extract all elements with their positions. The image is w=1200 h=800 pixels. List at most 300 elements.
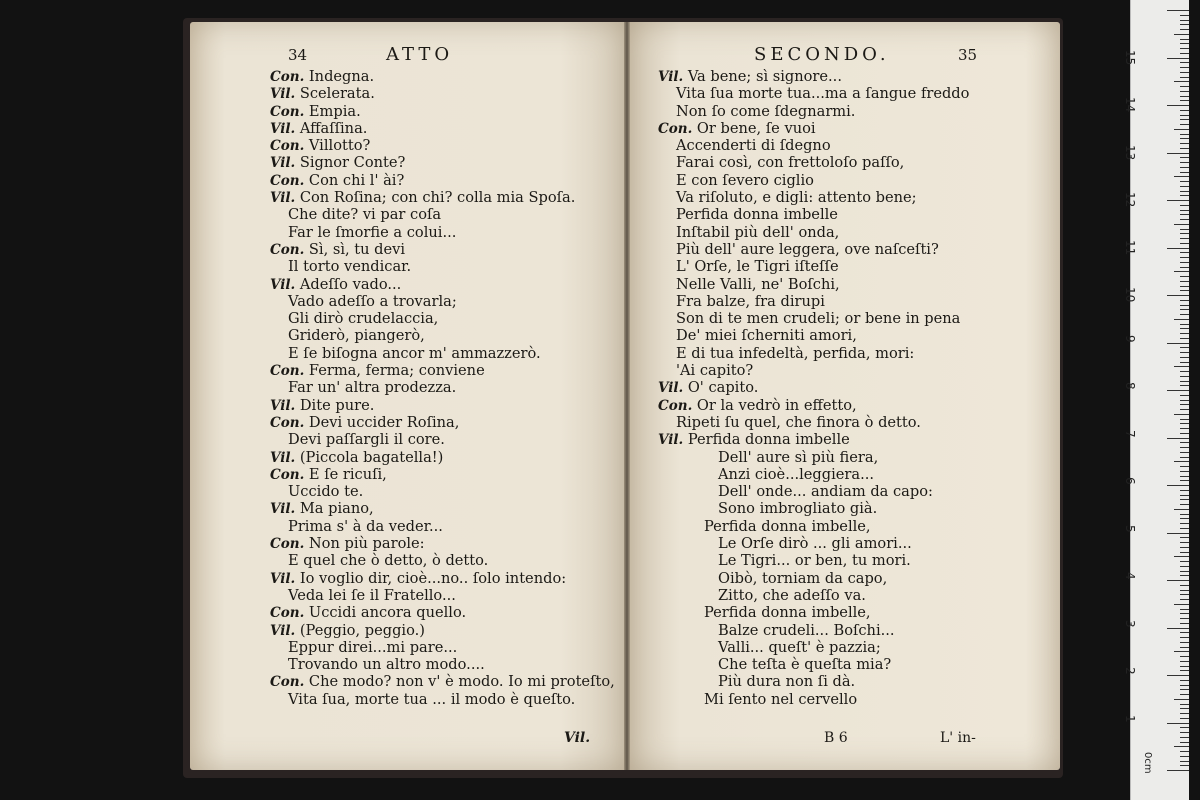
ruler-tick xyxy=(1180,575,1189,576)
ruler-tick xyxy=(1180,518,1189,519)
text-line xyxy=(658,431,969,448)
ruler-tick xyxy=(1174,556,1189,557)
line-text: Indegna. xyxy=(304,68,375,85)
ruler-number: 7 xyxy=(1123,429,1137,438)
ruler-number: 12 xyxy=(1123,192,1137,208)
ruler-tick xyxy=(1180,423,1189,424)
ruler-tick xyxy=(1180,552,1189,553)
book-gutter xyxy=(624,22,630,770)
text-line xyxy=(658,189,969,206)
ruler-tick xyxy=(1167,770,1189,771)
speaker-name: Con. xyxy=(270,138,305,155)
text-line xyxy=(658,68,969,85)
line-text: E con ſevero ciglio xyxy=(676,171,814,189)
line-text: Far le ſmorfie a colui... xyxy=(288,223,457,241)
text-line xyxy=(270,449,615,466)
text-line xyxy=(270,258,615,275)
text-line xyxy=(270,431,615,448)
line-text: Va bene; sì signore... xyxy=(683,68,842,85)
speaker-name: Vil. xyxy=(270,570,296,587)
text-line xyxy=(270,276,615,293)
ruler-number: 11 xyxy=(1123,239,1137,255)
ruler-tick xyxy=(1180,67,1189,68)
line-text: E ſe biſogna ancor m' ammazzerò. xyxy=(288,344,541,362)
text-line xyxy=(658,310,969,327)
ruler-tick xyxy=(1180,694,1189,695)
text-line xyxy=(658,414,969,431)
text-line xyxy=(270,379,615,396)
ruler-tick xyxy=(1180,400,1189,401)
ruler-tick xyxy=(1180,514,1189,515)
line-text: Il torto vendicar. xyxy=(288,258,412,276)
ruler-tick xyxy=(1180,433,1189,434)
line-text: Più dura non ſi dà. xyxy=(718,673,856,691)
ruler-tick xyxy=(1180,718,1189,719)
ruler-tick xyxy=(1180,24,1189,25)
line-text: Uccidi ancora quello. xyxy=(304,604,467,622)
ruler-tick xyxy=(1180,708,1189,709)
ruler-tick xyxy=(1180,385,1189,386)
text-line xyxy=(658,397,969,414)
left-page xyxy=(190,22,626,770)
line-text: Perfida donna imbelle, xyxy=(704,517,871,535)
text-line xyxy=(270,518,615,535)
ruler-tick xyxy=(1167,675,1189,676)
ruler-tick xyxy=(1180,480,1189,481)
ruler-tick xyxy=(1180,352,1189,353)
ruler-tick xyxy=(1180,172,1189,173)
ruler-tick xyxy=(1180,647,1189,648)
text-line xyxy=(270,310,615,327)
ruler-tick xyxy=(1180,613,1189,614)
text-line xyxy=(658,362,969,379)
text-line xyxy=(270,414,615,431)
ruler-tick xyxy=(1180,742,1189,743)
text-line xyxy=(658,604,969,621)
ruler-tick xyxy=(1180,119,1189,120)
line-text: Ripeti ſu quel, che finora ò detto. xyxy=(676,413,921,431)
text-line xyxy=(270,639,615,656)
ruler-tick xyxy=(1180,138,1189,139)
ruler-tick xyxy=(1180,43,1189,44)
line-text: Mi ſento nel cervello xyxy=(704,690,858,708)
text-line xyxy=(658,258,969,275)
ruler-tick xyxy=(1167,58,1189,59)
line-text: Accenderti di ſdegno xyxy=(676,137,831,155)
ruler-tick xyxy=(1180,276,1189,277)
ruler-tick xyxy=(1180,642,1189,643)
ruler-tick xyxy=(1180,428,1189,429)
line-text: Va riſoluto, e digli: attento bene; xyxy=(676,189,917,207)
ruler-tick xyxy=(1180,157,1189,158)
ruler-tick xyxy=(1180,328,1189,329)
ruler-tick xyxy=(1180,523,1189,524)
ruler-tick xyxy=(1180,737,1189,738)
text-line xyxy=(270,570,615,587)
speaker-name: Con. xyxy=(658,120,693,137)
text-line xyxy=(270,587,615,604)
ruler-tick xyxy=(1180,504,1189,505)
speaker-name: Con. xyxy=(270,605,305,622)
line-text: Che modo? non v' è modo. Io mi proteſto, xyxy=(304,673,615,691)
text-line xyxy=(658,224,969,241)
ruler-tick xyxy=(1180,447,1189,448)
ruler-tick xyxy=(1180,713,1189,714)
line-text: Non ſo come ſdegnarmi. xyxy=(676,102,856,120)
right-page-header: SECONDO. xyxy=(754,44,890,65)
speaker-name: Con. xyxy=(270,414,305,431)
line-text: Son di te men crudeli; or bene in pena xyxy=(676,310,961,328)
ruler-tick xyxy=(1180,338,1189,339)
ruler-tick xyxy=(1180,756,1189,757)
ruler-tick xyxy=(1180,689,1189,690)
ruler-tick xyxy=(1180,732,1189,733)
ruler-tick xyxy=(1167,10,1189,11)
text-line xyxy=(270,552,615,569)
ruler-tick xyxy=(1180,765,1189,766)
ruler-tick xyxy=(1167,295,1189,296)
ruler-tick xyxy=(1180,205,1189,206)
ruler-tick xyxy=(1174,319,1189,320)
ruler-tick xyxy=(1180,324,1189,325)
ruler-tick xyxy=(1180,214,1189,215)
line-text: Valli... queſt' è pazzia; xyxy=(718,638,881,656)
ruler-tick xyxy=(1180,143,1189,144)
speaker-name: Vil. xyxy=(658,432,684,449)
text-line xyxy=(270,466,615,483)
text-line xyxy=(270,224,615,241)
ruler-tick xyxy=(1174,414,1189,415)
line-text: Griderò, piangerò, xyxy=(288,327,425,345)
ruler-tick xyxy=(1180,238,1189,239)
ruler-unit-label: 0cm xyxy=(1142,752,1153,774)
text-line xyxy=(270,397,615,414)
ruler-number: 10 xyxy=(1123,287,1137,303)
line-text: De' miei ſcherniti amori, xyxy=(676,327,857,345)
line-text: Perfida donna imbelle xyxy=(683,431,850,449)
ruler-tick xyxy=(1180,404,1189,405)
ruler-tick xyxy=(1180,191,1189,192)
speaker-name: Con. xyxy=(270,103,305,120)
ruler-tick xyxy=(1180,761,1189,762)
line-text: (Peggio, peggio.) xyxy=(295,621,425,639)
text-line xyxy=(270,362,615,379)
text-line xyxy=(658,293,969,310)
text-line xyxy=(270,483,615,500)
text-line xyxy=(658,137,969,154)
ruler-tick xyxy=(1180,134,1189,135)
speaker-name: Vil. xyxy=(658,380,684,397)
ruler-tick xyxy=(1174,81,1189,82)
ruler-tick xyxy=(1180,381,1189,382)
text-line xyxy=(270,206,615,223)
speaker-name: Vil. xyxy=(270,501,296,518)
ruler-tick xyxy=(1180,96,1189,97)
line-text: E ſe ricuſi, xyxy=(304,465,387,483)
line-text: Villotto? xyxy=(304,137,371,155)
line-text: Devi uccider Roſina, xyxy=(304,413,460,431)
line-text: Perfida donna imbelle xyxy=(676,206,838,224)
ruler-tick xyxy=(1167,343,1189,344)
text-line xyxy=(658,622,969,639)
line-text: Io voglio dir, cioè...no.. ſolo intendo: xyxy=(295,569,567,587)
ruler-tick xyxy=(1180,471,1189,472)
text-line xyxy=(658,103,969,120)
speaker-name: Con. xyxy=(270,69,305,85)
line-text: Non più parole: xyxy=(304,535,425,553)
speaker-name: Vil. xyxy=(270,155,296,172)
right-signature-mark: B 6 xyxy=(824,730,848,746)
text-line xyxy=(270,604,615,621)
text-line xyxy=(658,518,969,535)
speaker-name: Vil. xyxy=(270,276,296,293)
ruler-tick xyxy=(1180,195,1189,196)
ruler-tick xyxy=(1180,357,1189,358)
ruler-tick xyxy=(1180,115,1189,116)
ruler-number: 15 xyxy=(1123,49,1137,65)
speaker-name: Con. xyxy=(270,363,305,380)
ruler-tick xyxy=(1180,347,1189,348)
ruler-tick xyxy=(1167,485,1189,486)
text-line xyxy=(270,691,615,708)
speaker-name: Con. xyxy=(270,241,305,258)
ruler-tick xyxy=(1174,271,1189,272)
ruler-tick xyxy=(1180,599,1189,600)
line-text: Le Tigri... or ben, tu mori. xyxy=(718,552,911,570)
speaker-name: Con. xyxy=(658,397,693,414)
line-text: Inſtabil più dell' onda, xyxy=(676,223,840,241)
ruler-tick xyxy=(1180,219,1189,220)
line-text: E di tua infedeltà, perfida, mori: xyxy=(676,344,915,362)
line-text: Perfida donna imbelle, xyxy=(704,604,871,622)
ruler-tick xyxy=(1180,623,1189,624)
ruler-tick xyxy=(1180,233,1189,234)
ruler-tick xyxy=(1167,248,1189,249)
text-line xyxy=(658,241,969,258)
ruler-tick xyxy=(1180,91,1189,92)
ruler-tick xyxy=(1167,723,1189,724)
line-text: Le Orſe dirò ... gli amori... xyxy=(718,535,912,553)
text-line xyxy=(270,622,615,639)
text-line xyxy=(658,345,969,362)
ruler-number: 2 xyxy=(1123,667,1137,675)
line-text: 'Ai capito? xyxy=(676,362,754,380)
text-line xyxy=(270,673,615,690)
line-text: Nelle Valli, ne' Boſchi, xyxy=(676,275,840,293)
speaker-name: Con. xyxy=(270,466,305,483)
left-page-number: 34 xyxy=(288,46,308,64)
ruler-tick xyxy=(1180,162,1189,163)
text-line xyxy=(658,691,969,708)
measuring-ruler xyxy=(1123,0,1189,800)
line-text: (Piccola bagatella!) xyxy=(295,448,444,466)
text-line xyxy=(270,103,615,120)
ruler-tick xyxy=(1167,390,1189,391)
ruler-tick xyxy=(1180,229,1189,230)
ruler-tick xyxy=(1180,466,1189,467)
text-line xyxy=(658,483,969,500)
text-line xyxy=(658,587,969,604)
line-text: Oibò, torniam da capo, xyxy=(718,569,888,587)
line-text: Trovando un altro modo.... xyxy=(288,656,485,674)
ruler-tick xyxy=(1167,153,1189,154)
ruler-tick xyxy=(1174,129,1189,130)
ruler-tick xyxy=(1180,395,1189,396)
line-text: Dell' onde... andiam da capo: xyxy=(718,483,933,501)
speaker-name: Vil. xyxy=(270,622,296,639)
ruler-tick xyxy=(1180,452,1189,453)
ruler-tick xyxy=(1180,148,1189,149)
ruler-tick xyxy=(1180,309,1189,310)
ruler-tick xyxy=(1180,20,1189,21)
ruler-tick xyxy=(1180,590,1189,591)
right-page-number: 35 xyxy=(958,46,978,64)
line-text: Dite pure. xyxy=(295,396,375,414)
text-line xyxy=(658,552,969,569)
ruler-number: 13 xyxy=(1123,144,1137,160)
ruler-tick xyxy=(1180,542,1189,543)
ruler-tick xyxy=(1180,181,1189,182)
ruler-tick xyxy=(1180,210,1189,211)
text-line xyxy=(270,500,615,517)
text-line xyxy=(658,276,969,293)
text-line xyxy=(270,345,615,362)
line-text: Gli dirò crudelaccia, xyxy=(288,310,439,328)
text-line xyxy=(658,379,969,396)
ruler-tick xyxy=(1180,252,1189,253)
ruler-tick xyxy=(1180,680,1189,681)
left-catchword: Vil. xyxy=(564,730,591,746)
line-text: Vado adeſſo a trovarla; xyxy=(288,292,457,310)
ruler-tick xyxy=(1174,461,1189,462)
ruler-tick xyxy=(1174,366,1189,367)
ruler-number: 3 xyxy=(1123,619,1137,628)
text-line xyxy=(658,466,969,483)
line-text: Scelerata. xyxy=(295,85,375,103)
ruler-tick xyxy=(1180,124,1189,125)
text-line xyxy=(658,656,969,673)
ruler-tick xyxy=(1180,618,1189,619)
ruler-tick xyxy=(1180,281,1189,282)
text-line xyxy=(658,449,969,466)
ruler-tick xyxy=(1180,29,1189,30)
ruler-tick xyxy=(1180,15,1189,16)
ruler-number: 8 xyxy=(1123,382,1137,390)
ruler-tick xyxy=(1180,39,1189,40)
speaker-name: Con. xyxy=(270,172,305,189)
speaker-name: Vil. xyxy=(658,69,684,85)
line-text: Farai così, con frettoloſo paſſo, xyxy=(676,154,905,172)
speaker-name: Vil. xyxy=(270,120,296,137)
line-text: Anzi cioè...leggiera... xyxy=(718,465,874,483)
ruler-tick xyxy=(1180,566,1189,567)
ruler-tick xyxy=(1180,609,1189,610)
line-text: Sono imbrogliato già. xyxy=(718,500,878,518)
text-line xyxy=(658,639,969,656)
line-text: Prima s' à da veder... xyxy=(288,517,443,535)
line-text: Far un' altra prodezza. xyxy=(288,379,457,397)
line-text: Zitto, che adeſſo va. xyxy=(718,586,866,604)
ruler-tick xyxy=(1180,632,1189,633)
ruler-tick xyxy=(1174,746,1189,747)
ruler-tick xyxy=(1180,186,1189,187)
ruler-tick xyxy=(1180,362,1189,363)
ruler-tick xyxy=(1180,100,1189,101)
ruler-tick xyxy=(1174,651,1189,652)
ruler-number: 6 xyxy=(1123,477,1137,485)
text-line xyxy=(270,535,615,552)
ruler-tick xyxy=(1180,656,1189,657)
ruler-tick xyxy=(1180,333,1189,334)
ruler-tick xyxy=(1180,72,1189,73)
text-line xyxy=(658,154,969,171)
text-line xyxy=(270,85,615,102)
text-line xyxy=(270,327,615,344)
ruler-tick xyxy=(1180,537,1189,538)
line-text: Che teſta è queſta mia? xyxy=(718,656,892,674)
left-page-text xyxy=(270,68,615,708)
ruler-tick xyxy=(1180,300,1189,301)
ruler-tick xyxy=(1174,509,1189,510)
text-line xyxy=(658,120,969,137)
line-text: Balze crudeli... Boſchi... xyxy=(718,621,895,639)
line-text: Empia. xyxy=(304,102,361,120)
ruler-tick xyxy=(1180,77,1189,78)
text-line xyxy=(270,120,615,137)
line-text: O' capito. xyxy=(683,379,759,397)
ruler-tick xyxy=(1180,419,1189,420)
line-text: Fra balze, fra dirupi xyxy=(676,292,825,310)
ruler-tick xyxy=(1174,176,1189,177)
ruler-tick xyxy=(1180,257,1189,258)
left-page-header: ATTO xyxy=(386,44,454,65)
speaker-name: Con. xyxy=(270,674,305,691)
ruler-tick xyxy=(1167,438,1189,439)
speaker-name: Con. xyxy=(270,536,305,553)
line-text: Vita ſua morte tua...ma a ſangue freddo xyxy=(676,85,970,103)
ruler-tick xyxy=(1180,528,1189,529)
ruler-tick xyxy=(1180,661,1189,662)
text-line xyxy=(270,137,615,154)
line-text: L' Orſe, le Tigri iſteſſe xyxy=(676,258,839,276)
ruler-number: 1 xyxy=(1123,714,1137,723)
line-text: Adeſſo vado... xyxy=(295,275,402,293)
ruler-tick xyxy=(1180,314,1189,315)
line-text: Vita ſua, morte tua ... il modo è queſto. xyxy=(288,690,576,708)
ruler-tick xyxy=(1180,167,1189,168)
ruler-tick xyxy=(1180,476,1189,477)
text-line xyxy=(658,570,969,587)
text-line xyxy=(658,85,969,102)
ruler-tick xyxy=(1180,62,1189,63)
ruler-tick xyxy=(1180,53,1189,54)
ruler-tick xyxy=(1180,585,1189,586)
ruler-tick xyxy=(1180,86,1189,87)
line-text: Con chi l' ài? xyxy=(304,171,405,189)
line-text: Dell' aure sì più fiera, xyxy=(718,448,879,466)
ruler-tick xyxy=(1180,495,1189,496)
speaker-name: Vil. xyxy=(270,190,296,207)
text-line xyxy=(270,68,615,85)
ruler-tick xyxy=(1180,751,1189,752)
ruler-tick xyxy=(1180,305,1189,306)
right-page xyxy=(628,22,1060,770)
line-text: Più dell' aure leggera, ove naſceſti? xyxy=(676,240,939,258)
ruler-tick xyxy=(1174,34,1189,35)
line-text: Eppur direi...mi pare... xyxy=(288,638,458,656)
ruler-tick xyxy=(1180,704,1189,705)
right-catchword: L' in- xyxy=(940,730,976,746)
